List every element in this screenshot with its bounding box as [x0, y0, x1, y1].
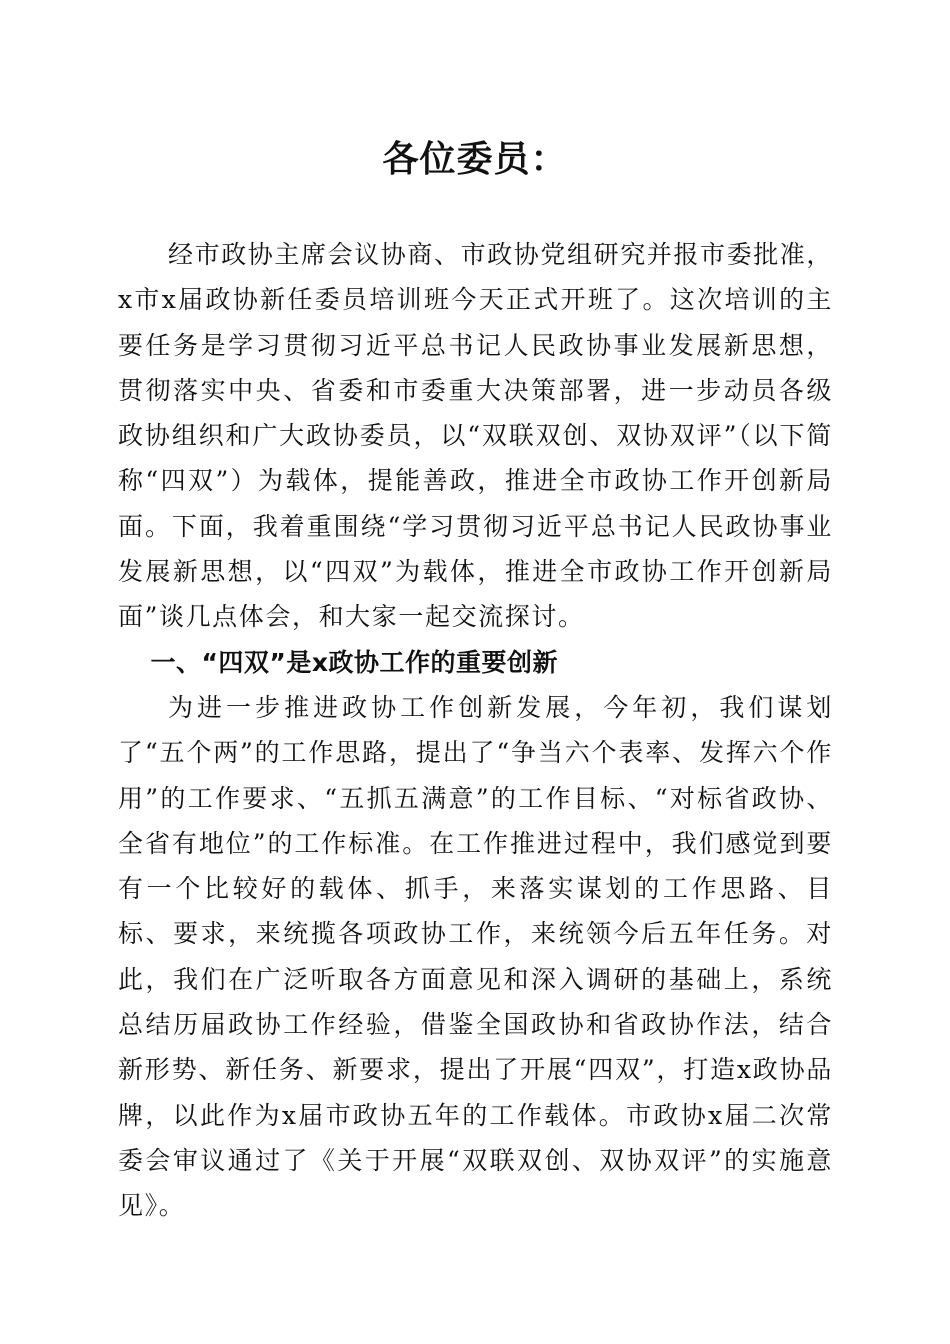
document-body [118, 232, 833, 1229]
opening-paragraph: 经市政协主席会议协商、市政协党组研究并报市委批准，x市x届政协新任委员培训班今天正式开班了。这次培训的主要任务是学习贯彻习近平总书记人民政协事业发展新思想，贯彻落实中央、省委和市委重大决策部署，进一步动员各级政协组织和广大政协委员，以“双联双创、双协双评”（以下简称“四双”）为载体，提能善政，推进全市政协工作开创新局面。下面，我着重围绕“学习贯彻习近平总书记人民政协事业发展新思想，以“四双”为载体，推进全市政协工作开创新局面”谈几点体会，和大家一起交流探讨。 [118, 240, 834, 632]
section-paragraph: 为进一步推进政协工作创新发展，今年初，我们谋划了“五个两”的工作思路，提出了“争当六个表率、发挥六个作用”的工作要求、“五抓五满意”的工作目标、“对标省政协、全省有地位”的工作标准。在工作推进过程中，我们感觉到要有一个比较好的载体、抓手，来落实谋划的工作思路、目标、要求，来统揽各项政协工作，来统领今后五年任务。对此，我们在广泛听取各方面意见和深入调研的基础上，系统总结历届政协工作经验，借鉴全国政协和省政协作法，结合新形势、新任务、新要求，提出了开展“四双”，打造x政协品牌，以此作为x届市政协五年的工作载体。市政协x届二次常委会审议通过了《关于开展“双联双创、双协双评”的实施意见》。 [118, 692, 833, 1221]
document-title: 各位委员： [382, 139, 568, 180]
section-heading: 一、“四双”是x政协工作的重要创新 [150, 647, 558, 677]
